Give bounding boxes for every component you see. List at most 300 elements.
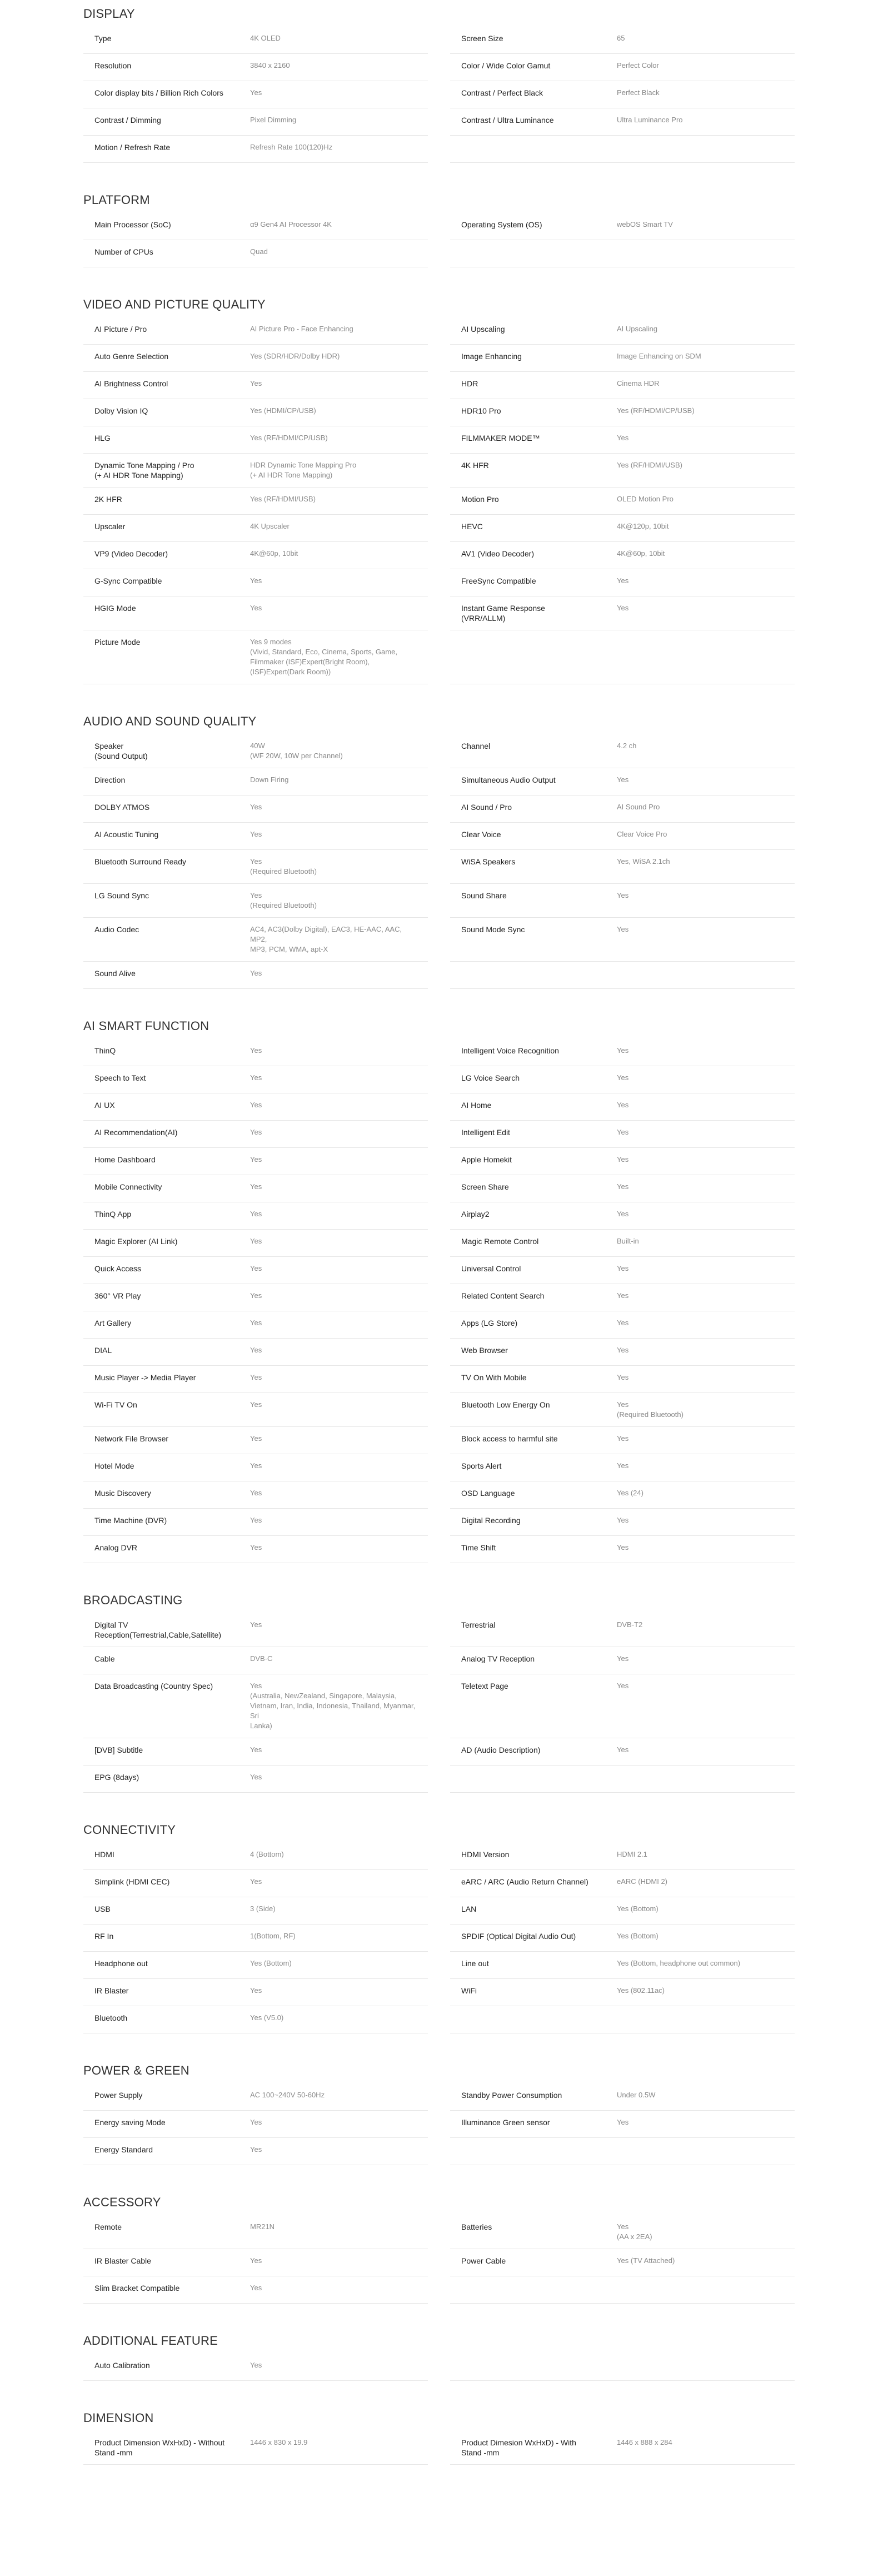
spec-label: HDR10 Pro (461, 406, 501, 415)
spec-row-thinq-app (83, 1202, 428, 1230)
spec-value: Yes (617, 1155, 629, 1163)
spec-value: Perfect Black (617, 88, 660, 97)
spec-section-connectivity (83, 1816, 795, 2033)
spec-row-360-vr-play (83, 1284, 428, 1311)
spec-label: Intelligent Edit (461, 1128, 510, 1137)
spec-value: Yes (250, 1046, 262, 1055)
spec-value: Yes (250, 1745, 262, 1754)
spec-row-motion-refresh-rate (83, 136, 428, 163)
spec-value: 1(Bottom, RF) (250, 1932, 296, 1940)
spec-label: Line out (461, 1959, 489, 1968)
spec-value: Yes (250, 1155, 262, 1163)
spec-table (83, 317, 795, 684)
spec-row-remote (83, 2215, 428, 2249)
spec-label: G-Sync Compatible (94, 576, 162, 585)
spec-value: Yes 9 modes (Vivid, Standard, Eco, Cinema, Sports, Game, Filmmaker (ISF)Expert(Bright Room), (ISF)Expert(Dark Room)) (250, 638, 397, 676)
spec-section-dimension (83, 2404, 795, 2465)
spec-row-color-wide-color-gamut (450, 54, 795, 81)
spec-label: AV1 (Video Decoder) (461, 549, 534, 558)
spec-label: Product Dimesion WxHxD) - With Stand -mm (461, 2438, 576, 2457)
spec-label: Music Player -> Media Player (94, 1373, 196, 1382)
spec-value: Yes (250, 604, 262, 612)
spec-row-lg-voice-search (450, 1066, 795, 1093)
spec-row-4k-hfr (450, 454, 795, 488)
spec-row-ai-acoustic-tuning (83, 823, 428, 850)
spec-label: Direction (94, 775, 126, 784)
spec-value: 1446 x 888 x 284 (617, 2438, 672, 2446)
section-title: PLATFORM (83, 193, 150, 207)
spec-row-image-enhancing (450, 345, 795, 372)
spec-label: AI Picture / Pro (94, 325, 147, 334)
section-title: AUDIO AND SOUND QUALITY (83, 714, 257, 728)
spec-row-apps-lg-store (450, 1311, 795, 1339)
spec-value: Yes (250, 379, 262, 387)
spec-value: Yes (250, 576, 262, 585)
spec-row-standby-power-consumption (450, 2083, 795, 2111)
spec-row-apple-homekit (450, 1148, 795, 1175)
spec-label: IR Blaster Cable (94, 2256, 151, 2265)
spec-value: Down Firing (250, 775, 289, 784)
spec-row-batteries (450, 2215, 795, 2249)
spec-value: AI Upscaling (617, 325, 657, 333)
spec-label: Clear Voice (461, 830, 501, 839)
spec-row-empty (450, 1766, 795, 1793)
spec-label: Magic Explorer (AI Link) (94, 1237, 178, 1246)
spec-row-ai-home (450, 1093, 795, 1121)
spec-value: Yes (Required Bluetooth) (250, 857, 317, 876)
spec-label: Airplay2 (461, 1210, 490, 1219)
spec-row-ai-recommendation-ai (83, 1121, 428, 1148)
spec-row-web-browser (450, 1339, 795, 1366)
spec-row-time-shift (450, 1536, 795, 1563)
spec-row-block-access-to-harmful-site (450, 1427, 795, 1454)
spec-value: Yes (250, 2145, 262, 2154)
spec-label: ThinQ App (94, 1210, 132, 1219)
spec-label: Teletext Page (461, 1682, 508, 1690)
spec-row-speech-to-text (83, 1066, 428, 1093)
spec-row-number-of-cpus (83, 240, 428, 267)
spec-row-hotel-mode (83, 1454, 428, 1481)
spec-value: Yes (250, 1346, 262, 1354)
spec-row-resolution (83, 54, 428, 81)
spec-label: eARC / ARC (Audio Return Channel) (461, 1877, 588, 1886)
spec-value: Yes (250, 1489, 262, 1497)
spec-label: DOLBY ATMOS (94, 803, 150, 812)
spec-row-product-dimension-wxhxd-without-stand-mm (83, 2431, 428, 2465)
spec-table (83, 2354, 795, 2381)
spec-label: Sound Mode Sync (461, 925, 525, 934)
spec-row-dolby-vision-iq (83, 399, 428, 426)
spec-value: Yes (250, 1101, 262, 1109)
spec-value: Yes (617, 891, 629, 899)
spec-label: AI Brightness Control (94, 379, 168, 388)
spec-value: Yes (617, 1128, 629, 1136)
spec-value: Yes (250, 1877, 262, 1886)
spec-value: Yes (Bottom) (250, 1959, 292, 1967)
spec-value: 4K@60p, 10bit (250, 549, 298, 558)
spec-label: FILMMAKER MODE™ (461, 434, 540, 442)
spec-row-analog-tv-reception (450, 1647, 795, 1674)
spec-value: Yes (RF/HDMI/CP/USB) (617, 406, 695, 415)
spec-row-type (83, 27, 428, 54)
spec-value: Yes (617, 1182, 629, 1191)
spec-value: MR21N (250, 2222, 275, 2231)
spec-label: Art Gallery (94, 1319, 132, 1327)
spec-value: Yes (617, 1682, 629, 1690)
spec-value: α9 Gen4 AI Processor 4K (250, 220, 332, 228)
spec-row-magic-explorer-ai-link (83, 1230, 428, 1257)
spec-row-dial (83, 1339, 428, 1366)
spec-label: Screen Share (461, 1182, 509, 1191)
spec-row-network-file-browser (83, 1427, 428, 1454)
spec-label: Mobile Connectivity (94, 1182, 162, 1191)
section-title: VIDEO AND PICTURE QUALITY (83, 297, 266, 311)
spec-label: AD (Audio Description) (461, 1745, 541, 1754)
spec-row-slim-bracket-compatible (83, 2276, 428, 2304)
spec-value: Yes (617, 1319, 629, 1327)
spec-label: TV On With Mobile (461, 1373, 527, 1382)
spec-value: Yes (250, 1516, 262, 1524)
spec-value: Quad (250, 247, 268, 256)
spec-label: VP9 (Video Decoder) (94, 549, 168, 558)
spec-value: Yes (250, 1373, 262, 1381)
spec-label: Remote (94, 2222, 122, 2231)
spec-label: EPG (8days) (94, 1773, 139, 1782)
spec-row-auto-calibration (83, 2354, 428, 2381)
spec-row-sports-alert (450, 1454, 795, 1481)
spec-value: Yes (250, 1543, 262, 1551)
spec-label: Time Shift (461, 1543, 496, 1552)
spec-value: AI Sound Pro (617, 803, 660, 811)
spec-row-empty (450, 2276, 795, 2304)
spec-row-ir-blaster-cable (83, 2249, 428, 2276)
spec-label: Sports Alert (461, 1461, 502, 1470)
spec-row-empty (450, 2138, 795, 2165)
spec-row-sound-mode-sync (450, 918, 795, 962)
spec-value: Yes (617, 1101, 629, 1109)
spec-label: Sound Share (461, 891, 507, 900)
spec-row-filmmaker-mode (450, 426, 795, 454)
spec-row-contrast-dimming (83, 108, 428, 136)
spec-label: Magic Remote Control (461, 1237, 539, 1246)
spec-label: Hotel Mode (94, 1461, 134, 1470)
spec-label: Color / Wide Color Gamut (461, 61, 551, 70)
spec-value: Pixel Dimming (250, 116, 297, 124)
spec-value: Yes (SDR/HDR/Dolby HDR) (250, 352, 340, 360)
section-title: DIMENSION (83, 2411, 154, 2425)
spec-value: Yes (Australia, NewZealand, Singapore, Malaysia, Vietnam, Iran, India, Indonesia, Thailand, Myanmar, Sri Lanka) (250, 1682, 416, 1730)
spec-label: Quick Access (94, 1264, 142, 1273)
spec-section-video-and-picture-quality (83, 291, 795, 684)
spec-value: Yes (250, 1264, 262, 1272)
spec-label: Apple Homekit (461, 1155, 512, 1164)
spec-row-tv-on-with-mobile (450, 1366, 795, 1393)
section-title: AI SMART FUNCTION (83, 1019, 209, 1033)
spec-value: Yes (RF/HDMI/USB) (250, 495, 316, 503)
spec-value: Yes (250, 1210, 262, 1218)
spec-value: Yes (617, 925, 629, 933)
spec-row-vp9-video-decoder (83, 542, 428, 569)
spec-label: Wi-Fi TV On (94, 1400, 137, 1409)
spec-value: 1446 x 830 x 19.9 (250, 2438, 308, 2446)
spec-value: AI Picture Pro - Face Enhancing (250, 325, 353, 333)
spec-row-headphone-out (83, 1952, 428, 1979)
spec-label: Cable (94, 1654, 115, 1663)
spec-label: 4K HFR (461, 461, 489, 470)
spec-value: Yes (250, 1237, 262, 1245)
spec-value: 4K@60p, 10bit (617, 549, 665, 558)
spec-value: Yes (617, 1434, 629, 1443)
spec-value: Yes (617, 1516, 629, 1524)
spec-table (83, 2215, 795, 2304)
spec-value: DVB-T2 (617, 1620, 643, 1629)
spec-row-dvb-subtitle (83, 1738, 428, 1766)
spec-row-empty (450, 136, 795, 163)
spec-value: Yes (617, 1264, 629, 1272)
spec-row-empty (450, 2006, 795, 2033)
spec-row-illuminance-green-sensor (450, 2111, 795, 2138)
spec-section-broadcasting (83, 1587, 795, 1793)
spec-row-ad-audio-description (450, 1738, 795, 1766)
spec-label: AI Recommendation(AI) (94, 1128, 178, 1137)
spec-label: LG Sound Sync (94, 891, 149, 900)
spec-row-related-content-search (450, 1284, 795, 1311)
spec-label: HEVC (461, 522, 483, 531)
spec-label: Illuminance Green sensor (461, 2118, 550, 2127)
spec-label: Instant Game Response (VRR/ALLM) (461, 604, 545, 623)
spec-value: Yes (250, 1319, 262, 1327)
spec-label: FreeSync Compatible (461, 576, 536, 585)
spec-value: Yes (617, 1543, 629, 1551)
spec-row-dolby-atmos (83, 795, 428, 823)
spec-label: HDMI (94, 1850, 114, 1859)
spec-section-ai-smart-function (83, 1012, 795, 1563)
spec-value: Yes (617, 434, 629, 442)
spec-value: OLED Motion Pro (617, 495, 674, 503)
spec-label: Product Dimension WxHxD) - Without Stand -mm (94, 2438, 225, 2457)
spec-row-epg-8days (83, 1766, 428, 1793)
spec-value: Yes (24) (617, 1489, 643, 1497)
spec-value: Yes (617, 576, 629, 585)
spec-value: Yes (617, 1291, 629, 1300)
spec-value: 4 (Bottom) (250, 1850, 284, 1858)
spec-label: Simultaneous Audio Output (461, 775, 556, 784)
spec-table (83, 1613, 795, 1793)
spec-value: Clear Voice Pro (617, 830, 667, 838)
spec-value: Yes (AA x 2EA) (617, 2222, 652, 2241)
spec-value: Yes (617, 604, 629, 612)
spec-row-hlg (83, 426, 428, 454)
spec-label: Network File Browser (94, 1434, 169, 1443)
spec-value: 4K@120p, 10bit (617, 522, 669, 530)
spec-label: Block access to harmful site (461, 1434, 558, 1443)
spec-row-main-processor-soc (83, 213, 428, 240)
spec-row-energy-saving-mode (83, 2111, 428, 2138)
spec-label: Power Supply (94, 2091, 143, 2100)
spec-row-line-out (450, 1952, 795, 1979)
spec-label: Apps (LG Store) (461, 1319, 518, 1327)
spec-row-direction (83, 768, 428, 795)
spec-value: Yes (250, 830, 262, 838)
spec-row-digital-tv-reception-terrestrial-cable-satellite (83, 1613, 428, 1647)
spec-label: AI Upscaling (461, 325, 505, 334)
spec-label: Dynamic Tone Mapping / Pro (+ AI HDR Tone Mapping) (94, 461, 194, 480)
spec-value: 4K Upscaler (250, 522, 290, 530)
spec-row-speaker-sound-output (83, 734, 428, 768)
spec-value: Refresh Rate 100(120)Hz (250, 143, 333, 151)
spec-value: AC 100~240V 50-60Hz (250, 2091, 325, 2099)
spec-value: Yes (250, 1182, 262, 1191)
spec-value: Yes (617, 1745, 629, 1754)
spec-row-digital-recording (450, 1509, 795, 1536)
spec-row-ai-brightness-control (83, 372, 428, 399)
spec-value: Under 0.5W (617, 2091, 656, 2099)
spec-row-motion-pro (450, 488, 795, 515)
spec-label: Standby Power Consumption (461, 2091, 562, 2100)
spec-row-empty (450, 240, 795, 267)
spec-row-intelligent-edit (450, 1121, 795, 1148)
spec-row-hdr10-pro (450, 399, 795, 426)
spec-label: AI Sound / Pro (461, 803, 512, 812)
spec-label: Universal Control (461, 1264, 521, 1273)
spec-section-audio-and-sound-quality (83, 708, 795, 989)
spec-value: Yes (617, 1654, 629, 1663)
spec-row-hdmi (83, 1843, 428, 1870)
spec-row-wi-fi-tv-on (83, 1393, 428, 1427)
spec-value: Ultra Luminance Pro (617, 116, 683, 124)
spec-value: Yes (617, 1073, 629, 1082)
spec-value: Yes (RF/HDMI/CP/USB) (250, 434, 328, 442)
spec-row-analog-dvr (83, 1536, 428, 1563)
spec-label: Related Content Search (461, 1291, 545, 1300)
spec-row-hdmi-version (450, 1843, 795, 1870)
spec-row-picture-mode (83, 630, 428, 684)
spec-value: Yes (250, 1620, 262, 1629)
spec-value: Yes (250, 1400, 262, 1409)
spec-label: Time Machine (DVR) (94, 1516, 167, 1525)
spec-label: WiSA Speakers (461, 857, 516, 866)
spec-label: Data Broadcasting (Country Spec) (94, 1682, 213, 1690)
spec-value: Yes (250, 2361, 262, 2369)
spec-row-screen-size (450, 27, 795, 54)
spec-value: Yes (Bottom) (617, 1932, 658, 1940)
spec-label: Digital Recording (461, 1516, 521, 1525)
spec-value: Yes (250, 1773, 262, 1781)
spec-value: HDR Dynamic Tone Mapping Pro (+ AI HDR Tone Mapping) (250, 461, 357, 479)
section-title: BROADCASTING (83, 1593, 183, 1607)
spec-label: 360° VR Play (94, 1291, 141, 1300)
spec-row-art-gallery (83, 1311, 428, 1339)
spec-row-av1-video-decoder (450, 542, 795, 569)
spec-label: ThinQ (94, 1046, 116, 1055)
section-title: ACCESSORY (83, 2195, 161, 2209)
spec-label: Intelligent Voice Recognition (461, 1046, 559, 1055)
spec-value: Yes (250, 1434, 262, 1443)
spec-row-g-sync-compatible (83, 569, 428, 596)
spec-row-bluetooth-low-energy-on (450, 1393, 795, 1427)
spec-label: Contrast / Ultra Luminance (461, 116, 554, 125)
spec-label: WiFi (461, 1986, 477, 1995)
spec-value: Yes (Bottom) (617, 1904, 658, 1913)
spec-row-music-player-media-player (83, 1366, 428, 1393)
spec-section-additional-feature (83, 2327, 795, 2381)
section-title: CONNECTIVITY (83, 1823, 176, 1837)
spec-label: Speech to Text (94, 1073, 146, 1082)
spec-value: 65 (617, 34, 625, 42)
spec-label: Color display bits / Billion Rich Colors (94, 88, 223, 97)
spec-value: Yes, WiSA 2.1ch (617, 857, 670, 866)
spec-label: IR Blaster (94, 1986, 129, 1995)
spec-row-spdif-optical-digital-audio-out (450, 1924, 795, 1952)
spec-row-osd-language (450, 1481, 795, 1509)
spec-label: Headphone out (94, 1959, 148, 1968)
spec-value: Yes (617, 1210, 629, 1218)
spec-value: Yes (HDMI/CP/USB) (250, 406, 316, 415)
spec-value: Perfect Color (617, 61, 659, 69)
spec-label: 2K HFR (94, 495, 122, 504)
spec-row-wisa-speakers (450, 850, 795, 884)
spec-value: Yes (250, 1128, 262, 1136)
spec-row-lg-sound-sync (83, 884, 428, 918)
spec-row-rf-in (83, 1924, 428, 1952)
spec-row-wifi (450, 1979, 795, 2006)
spec-label: Number of CPUs (94, 247, 153, 256)
spec-value: Yes (250, 803, 262, 811)
spec-label: Upscaler (94, 522, 126, 531)
spec-label: OSD Language (461, 1489, 515, 1498)
spec-row-hgig-mode (83, 596, 428, 630)
spec-value: Yes (617, 775, 629, 784)
spec-value: Yes (V5.0) (250, 2013, 284, 2022)
spec-value: 4K OLED (250, 34, 281, 42)
spec-value: Yes (617, 1046, 629, 1055)
spec-label: DIAL (94, 1346, 112, 1355)
spec-label: Contrast / Dimming (94, 116, 161, 125)
spec-row-teletext-page (450, 1674, 795, 1738)
spec-row-sound-share (450, 884, 795, 918)
spec-label: Energy saving Mode (94, 2118, 166, 2127)
spec-row-ai-upscaling (450, 317, 795, 345)
spec-value: Yes (617, 2118, 629, 2126)
spec-value: Built-in (617, 1237, 639, 1245)
spec-label: Bluetooth Surround Ready (94, 857, 186, 866)
spec-row-hevc (450, 515, 795, 542)
spec-label: Terrestrial (461, 1620, 496, 1629)
spec-value: HDMI 2.1 (617, 1850, 647, 1858)
spec-table (83, 1843, 795, 2033)
spec-value: DVB-C (250, 1654, 273, 1663)
spec-row-product-dimesion-wxhxd-with-stand-mm (450, 2431, 795, 2465)
spec-label: SPDIF (Optical Digital Audio Out) (461, 1932, 576, 1941)
spec-row-universal-control (450, 1257, 795, 1284)
spec-row-ai-ux (83, 1093, 428, 1121)
spec-row-simplink-hdmi-cec (83, 1870, 428, 1897)
spec-row-bluetooth (83, 2006, 428, 2033)
spec-value: Yes (250, 2284, 262, 2292)
spec-row-auto-genre-selection (83, 345, 428, 372)
section-title: ADDITIONAL FEATURE (83, 2334, 218, 2348)
spec-table (83, 213, 795, 267)
spec-value: Yes (250, 969, 262, 977)
specifications-container (83, 0, 795, 2488)
spec-row-magic-remote-control (450, 1230, 795, 1257)
spec-label: Music Discovery (94, 1489, 151, 1498)
spec-label: Picture Mode (94, 638, 141, 647)
spec-value: eARC (HDMI 2) (617, 1877, 668, 1886)
spec-label: Web Browser (461, 1346, 508, 1355)
spec-value: 40W (WF 20W, 10W per Channel) (250, 742, 343, 760)
spec-value: Yes (250, 2118, 262, 2126)
